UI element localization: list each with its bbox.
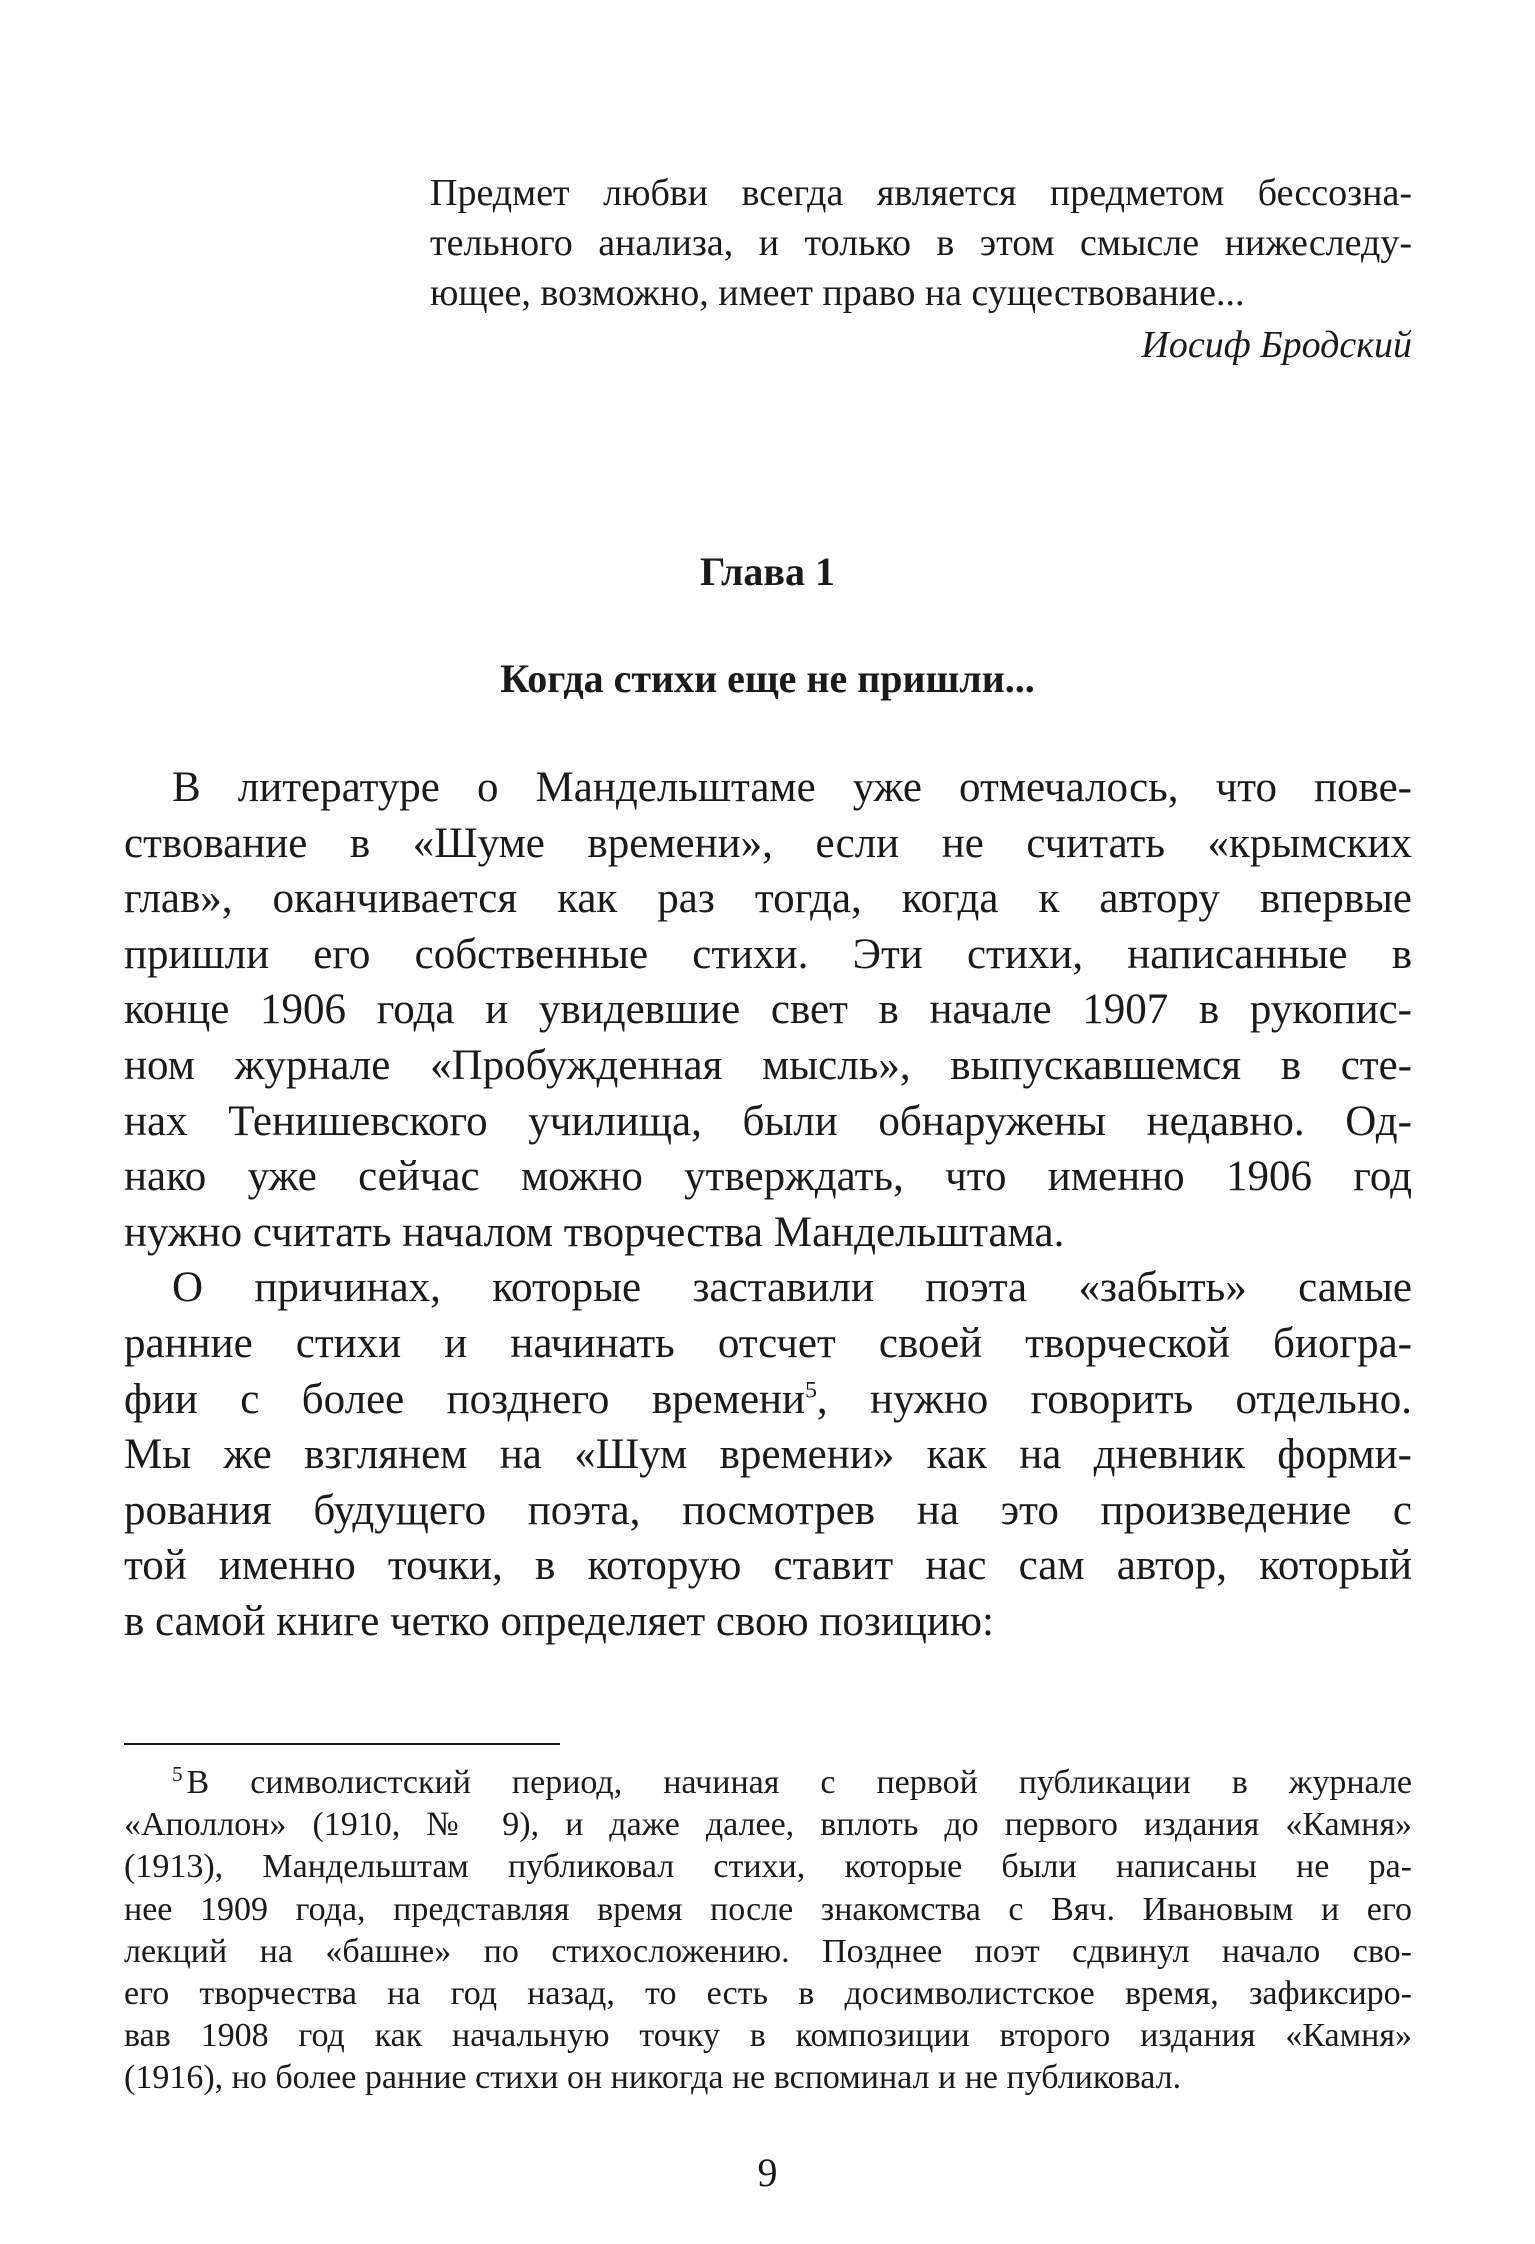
text-line: конце 1906 года и увидевшие свет в начале 1907 в рукопис- (124, 986, 1412, 1034)
text-line: пришли его собственные стихи. Эти стихи, написанные в (124, 930, 1412, 978)
epigraph-line: ющее, возможно, имеет право на существование... (430, 272, 1245, 314)
text-line: нужно считать началом творчества Мандельштама. (124, 1208, 1065, 1256)
footnote-line: вав 1908 год как начальную точку в композиции второго издания «Камня» (124, 2017, 1412, 2055)
chapter-title: Когда стихи еще не пришли... (500, 656, 1035, 701)
footnote (124, 1762, 1412, 2100)
text-line: ном журнале «Пробужденная мысль», выпускавшемся в сте- (124, 1041, 1412, 1089)
text-line: той именно точки, в которую ставит нас сам автор, который (124, 1542, 1412, 1590)
text-line: в самой книге четко определяет свою позицию: (124, 1597, 994, 1645)
footnote-line: «Аполлон» (1910, № 9), и даже далее, вплоть до первого издания «Камня» (124, 1806, 1412, 1844)
epigraph-author: Иосиф Бродский (1141, 324, 1412, 366)
text-line (124, 1372, 1412, 1428)
footnote-line: (1913), Мандельштам публиковал стихи, которые были написаны не ра- (124, 1848, 1412, 1886)
page-number: 9 (757, 2150, 778, 2195)
text-line: рования будущего поэта, посмотрев на это произведение с (124, 1486, 1412, 1534)
text-line: глав», оканчивается как раз тогда, когда к автору впервые (124, 875, 1412, 923)
body-text (124, 760, 1412, 1650)
text-line: О причинах, которые заставили поэта «забыть» самые (172, 1264, 1412, 1312)
footnote-line: нее 1909 года, представляя время после знакомства с Вяч. Ивановым и его (124, 1890, 1412, 1928)
text-line: ствование в «Шуме времени», если не считать «крымских (124, 819, 1412, 867)
text-line: нако уже сейчас можно утверждать, что именно 1906 год (124, 1153, 1412, 1201)
text-line: Мы же взглянем на «Шум времени» как на дневник форми- (124, 1431, 1412, 1479)
text-fragment: фии с более позднего времени (124, 1375, 806, 1423)
footnote-divider (124, 1743, 560, 1745)
chapter-number: Глава 1 (700, 549, 835, 594)
footnote-marker: 5 (172, 1761, 183, 1786)
footnote-line: (1916), но более ранние стихи он никогда не вспоминал и не публиковал. (124, 2059, 1182, 2097)
text-fragment: В символистский период, начиная с первой публикации в журнале (186, 1764, 1412, 1801)
text-fragment: , нужно говорить отдельно. (816, 1375, 1412, 1423)
footnote-line (124, 1762, 1412, 1804)
text-line: В литературе о Мандельштаме уже отмечалось, что пове- (172, 764, 1412, 811)
footnote-reference[interactable]: 5 (805, 1377, 817, 1404)
text-line: нах Тенишевского училища, были обнаружены недавно. Од- (124, 1097, 1412, 1145)
paragraph (124, 760, 1412, 1260)
epigraph-line: тельного анализа, и только в этом смысле нижеследу- (430, 222, 1412, 264)
footnote-line: его творчества на год назад, то есть в досимволистское время, зафиксиро- (124, 1975, 1412, 2013)
epigraph-line: Предмет любви всегда является предметом бессозна- (430, 172, 1412, 214)
epigraph (430, 168, 1412, 370)
text-line: ранние стихи и начинать отсчет своей творческой биогра- (124, 1319, 1412, 1367)
footnote-line: лекций на «башне» по стихосложению. Позднее поэт сдвинул начало сво- (124, 1932, 1412, 1970)
paragraph (124, 1260, 1412, 1649)
